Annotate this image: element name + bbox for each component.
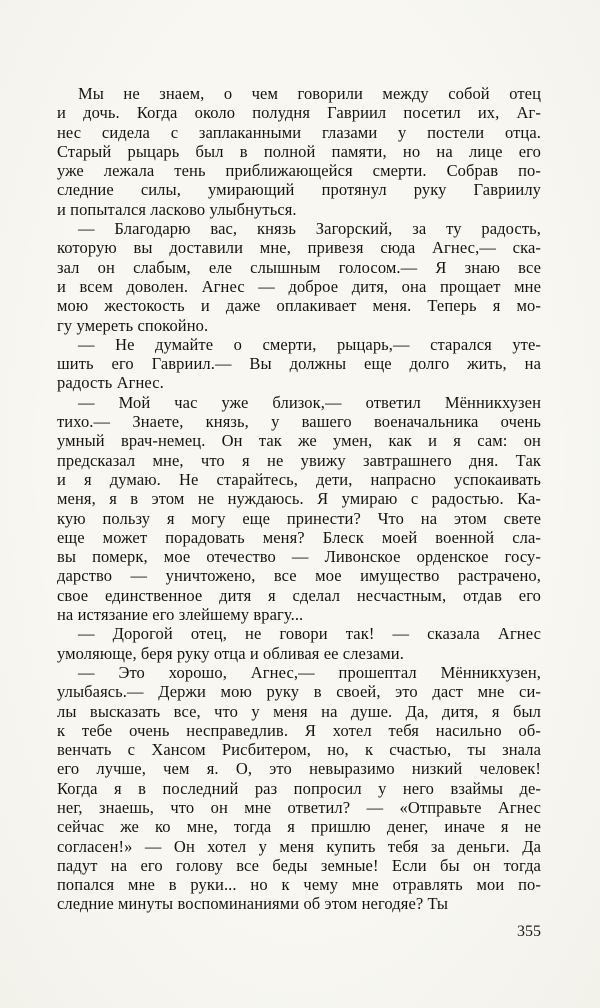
text-line: улыбаясь.— Держи мою руку в своей, это даст мне си- bbox=[57, 682, 541, 702]
text-line: мою жестокость и даже оплакивает меня. Теперь я мо- bbox=[57, 296, 541, 316]
text-line: еще может порадовать меня? Блеск моей военной сла- bbox=[57, 527, 541, 547]
text-line: дарство — уничтожено, все мое имущество растрачено, bbox=[57, 566, 541, 586]
text-line: падут на его голову все беды земные! Если бы он тогда bbox=[57, 855, 541, 875]
text-line: шить его Гавриил.— Вы должны еще долго жить, на bbox=[57, 354, 541, 374]
text-line: — Мой час уже близок,— ответил Мённикхузен bbox=[78, 392, 541, 412]
paragraph bbox=[57, 84, 541, 219]
text-line: Когда я в последний раз попросил у него взаймы де- bbox=[57, 778, 541, 798]
paragraph bbox=[57, 393, 541, 625]
text-line: Мы не знаем, о чем говорили между собой отец bbox=[78, 84, 541, 103]
text-line: меня, я в этом не нуждаюсь. Я умираю с радостью. Ка- bbox=[57, 489, 541, 509]
text-line: — Дорогой отец, не говори так! — сказала Агнес bbox=[78, 624, 541, 644]
text-line: на истязание его злейшему врагу... bbox=[57, 605, 304, 625]
paragraph bbox=[57, 219, 541, 335]
text-line: предсказал мне, что я не увижу завтрашнего дня. Так bbox=[57, 450, 541, 470]
text-line: и я думаю. Не старайтесь, дети, напрасно успокаивать bbox=[57, 469, 541, 489]
page-number: 355 bbox=[517, 923, 541, 940]
text-line: лы высказать все, что у меня на душе. Да, дитя, я был bbox=[57, 701, 541, 721]
text-line: умоляюще, беря руку отца и обливая ее слезами. bbox=[57, 643, 404, 663]
paragraph bbox=[57, 624, 541, 663]
paragraph bbox=[57, 335, 541, 393]
text-line: его лучше, чем я. О, это невыразимо низкий человек! bbox=[57, 759, 541, 779]
text-line: к тебе очень несправедлив. Я хотел тебя насильно об- bbox=[57, 720, 541, 740]
text-line: умный врач-немец. Он так же умен, как и я сам: он bbox=[57, 431, 541, 451]
text-line: нег, знаешь, что он мне ответил? — «Отправьте Агнес bbox=[57, 797, 541, 817]
text-line: гу умереть спокойно. bbox=[57, 315, 209, 335]
text-line: следние минуты воспоминаниями об этом негодяе? Ты bbox=[57, 894, 449, 914]
text-line: вы померк, мое отечество — Ливонское орденское госу- bbox=[57, 547, 541, 567]
text-line: радость Агнес. bbox=[57, 373, 164, 393]
text-line: попался мне в руки... но к чему мне отравлять мои по- bbox=[57, 875, 541, 895]
text-line: и всем доволен. Агнес — доброе дитя, она прощает мне bbox=[57, 276, 541, 296]
text-line: и попытался ласково улыбнуться. bbox=[57, 199, 297, 219]
text-line: следние силы, умирающий протянул руку Гавриилу bbox=[57, 180, 541, 200]
text-line: кую пользу я могу еще принести? Что на этом свете bbox=[57, 508, 541, 528]
text-line: Старый рыцарь был в полной памяти, но на лице его bbox=[57, 141, 541, 161]
text-line: нес сидела с заплаканными глазами у постели отца. bbox=[57, 122, 541, 142]
text-line: — Не думайте о смерти, рыцарь,— старался уте- bbox=[78, 334, 541, 354]
text-line: — Благодарю вас, князь Загорский, за ту радость, bbox=[78, 219, 541, 239]
page-text-block bbox=[57, 84, 541, 914]
text-line: — Это хорошо, Агнес,— прошептал Мённикхузен, bbox=[78, 662, 541, 682]
text-line: которую вы доставили мне, привезя сюда Агнес,— ска- bbox=[57, 238, 541, 258]
text-line: свое единственное дитя я сделал несчастным, отдав его bbox=[57, 585, 541, 605]
text-line: тихо.— Знаете, князь, у вашего военачальника очень bbox=[57, 412, 541, 432]
text-line: согласен!» — Он хотел у меня купить тебя за деньги. Да bbox=[57, 836, 541, 856]
text-line: зал он слабым, еле слышным голосом.— Я знаю все bbox=[57, 257, 541, 277]
paragraph bbox=[57, 663, 541, 914]
text-line: и дочь. Когда около полудня Гавриил посетил их, Аг- bbox=[57, 103, 541, 123]
text-line: сейчас же ко мне, тогда я пришлю денег, иначе я не bbox=[57, 817, 541, 837]
text-line: венчать с Хансом Рисбитером, но, к счастью, ты знала bbox=[57, 740, 541, 760]
text-line: уже лежала тень приближающейся смерти. Собрав по- bbox=[57, 161, 541, 181]
